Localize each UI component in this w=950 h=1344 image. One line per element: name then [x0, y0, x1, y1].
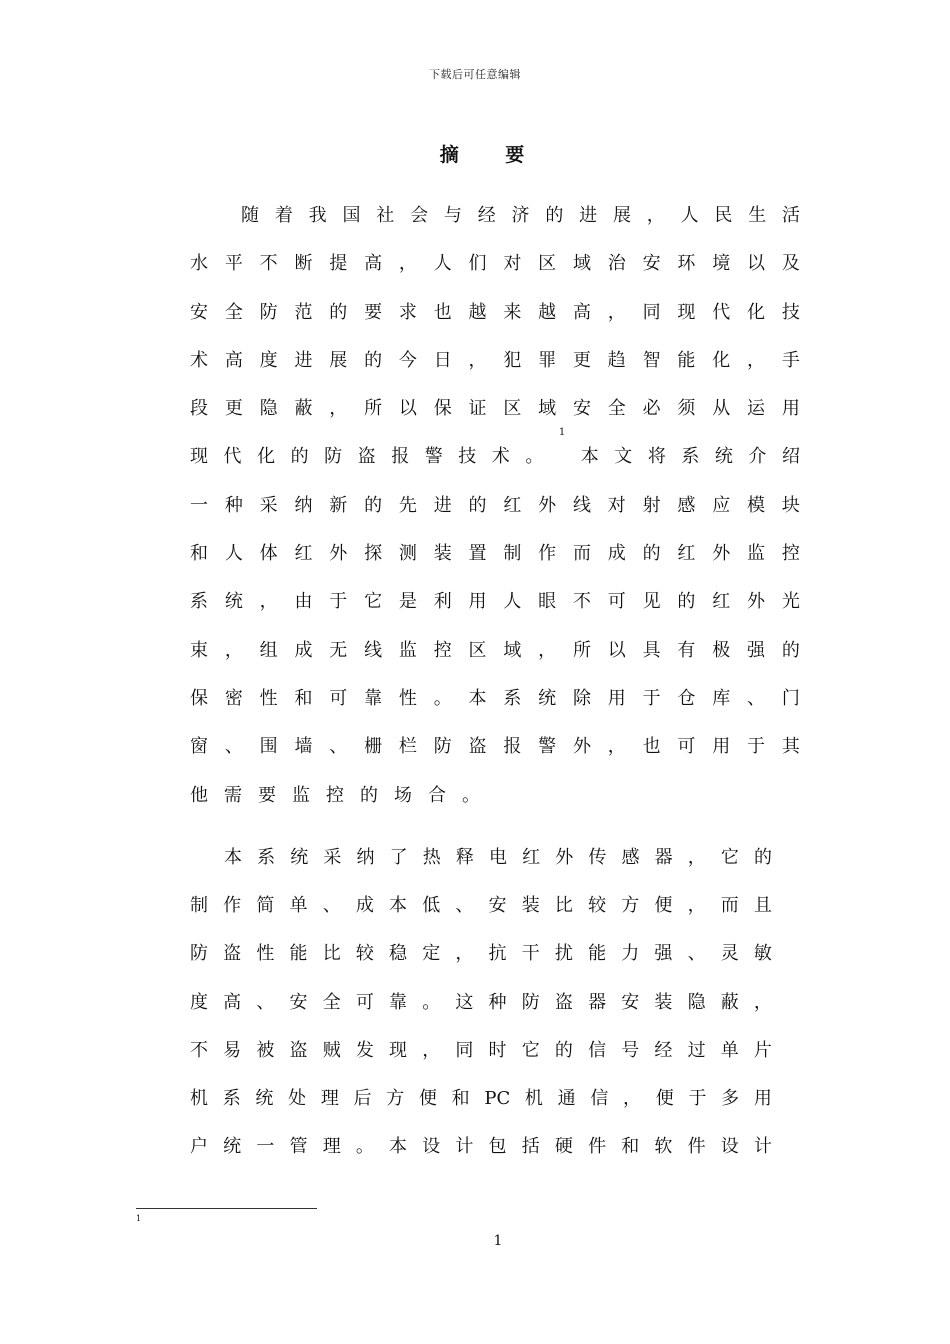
- page-header: 下载后可任意编辑: [429, 68, 521, 81]
- text-line: 他 需 要 监 控 的 场 合 。: [190, 784, 480, 806]
- text-line: 度 高 、 安 全 可 靠 。 这 种 防 盗 器 安 装 隐 蔽 ，: [190, 991, 772, 1013]
- footnote-reference: 1: [558, 427, 566, 439]
- text-line-with-footnote-ref: 现 代 化 的 防 盗 报 警 技 术 。 1 本 文 将 系 统 介 绍: [190, 433, 800, 481]
- text-line: 户 统 一 管 理 。 本 设 计 包 括 硬 件 和 软 件 设 计: [190, 1136, 772, 1158]
- text-line: 束 ， 组 成 无 线 监 控 区 域 ， 所 以 具 有 极 强 的: [190, 639, 800, 661]
- text-line: 本 系 统 采 纳 了 热 释 电 红 外 传 感 器 ， 它 的: [224, 847, 772, 868]
- text-line: 一 种 采 纳 新 的 先 进 的 红 外 线 对 射 感 应 模 块: [190, 494, 800, 516]
- text-line: 段 更 隐 蔽 ， 所 以 保 证 区 域 安 全 必 须 从 运 用: [190, 398, 800, 420]
- footnote-separator: [136, 1208, 317, 1209]
- text-line: 窗 、 围 墙 、 栅 栏 防 盗 报 警 外 ， 也 可 用 于 其: [190, 736, 800, 758]
- document-title: 摘 要: [439, 144, 545, 166]
- page-number: 1: [493, 1233, 503, 1249]
- text-line: 水 平 不 断 提 高 ， 人 们 对 区 域 治 安 环 境 以 及: [190, 253, 800, 275]
- text-line: 不 易 被 盗 贼 发 现 ， 同 时 它 的 信 号 经 过 单 片: [190, 1039, 772, 1061]
- abstract-paragraph-1: [190, 192, 800, 820]
- text-line: 制 作 简 单 、 成 本 低 、 安 装 比 较 方 便 ， 而 且: [190, 895, 772, 917]
- footnote-mark: 1: [136, 1214, 142, 1223]
- text-line: 保 密 性 和 可 靠 性 。 本 系 统 除 用 于 仓 库 、 门: [190, 687, 800, 709]
- abstract-paragraph-2: [190, 834, 772, 1171]
- text-line: 随 着 我 国 社 会 与 经 济 的 进 展 ， 人 民 生 活: [241, 205, 800, 226]
- text-line: 术 高 度 进 展 的 今 日 ， 犯 罪 更 趋 智 能 化 ， 手: [190, 349, 800, 371]
- text-line: 系 统 ， 由 于 它 是 利 用 人 眼 不 可 见 的 红 外 光: [190, 591, 800, 613]
- text-line: 安 全 防 范 的 要 求 也 越 来 越 高 ， 同 现 代 化 技: [190, 301, 800, 323]
- text-line: 机 系 统 处 理 后 方 便 和 PC 机 通 信 ， 便 于 多 用: [190, 1087, 772, 1109]
- text-line: 和 人 体 红 外 探 测 装 置 制 作 而 成 的 红 外 监 控: [190, 543, 800, 565]
- text-line: 防 盗 性 能 比 较 稳 定 ， 抗 干 扰 能 力 强 、 灵 敏: [190, 943, 772, 965]
